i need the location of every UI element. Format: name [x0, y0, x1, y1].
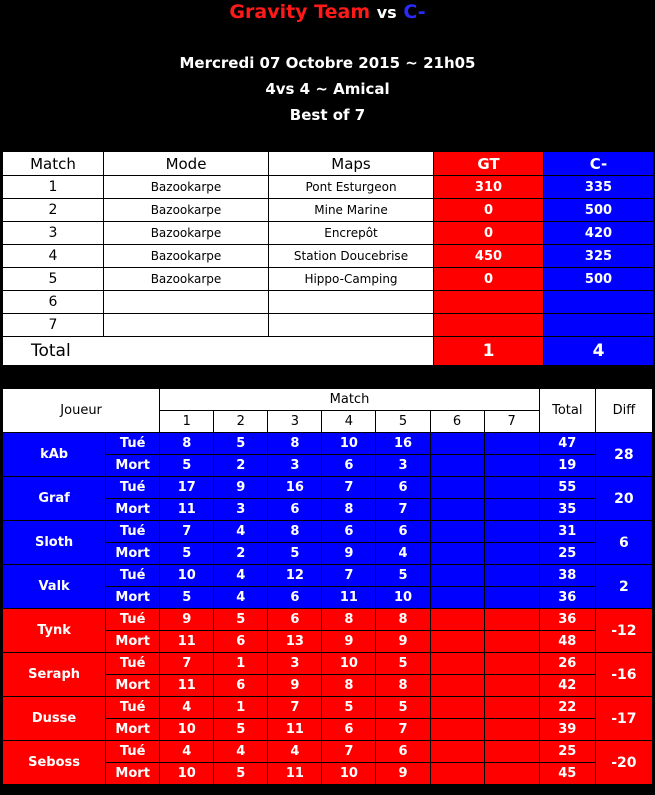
- match-mode: Bazookarpe: [104, 199, 269, 222]
- kill-value: 10: [322, 653, 376, 675]
- death-value: 6: [268, 587, 322, 609]
- death-total: 45: [539, 763, 595, 785]
- death-value: 5: [160, 587, 214, 609]
- kill-value: 9: [160, 609, 214, 631]
- kill-label: Tué: [106, 565, 160, 587]
- death-value: 7: [376, 499, 430, 521]
- match-row: [3, 268, 654, 291]
- kill-value: 4: [214, 565, 268, 587]
- kill-label: Tué: [106, 609, 160, 631]
- kill-label: Tué: [106, 697, 160, 719]
- death-value: [484, 631, 539, 653]
- kill-value: 8: [376, 609, 430, 631]
- match-number: 3: [3, 222, 104, 245]
- death-value: 4: [214, 587, 268, 609]
- match-map: [269, 291, 434, 314]
- c-score: 500: [544, 268, 654, 291]
- kill-value: [484, 653, 539, 675]
- match-map: Encrepôt: [269, 222, 434, 245]
- kill-value: 7: [268, 697, 322, 719]
- kill-label: Tué: [106, 741, 160, 763]
- kill-total: 38: [539, 565, 595, 587]
- kill-label: Tué: [106, 653, 160, 675]
- kill-value: 16: [268, 477, 322, 499]
- death-value: [484, 543, 539, 565]
- death-value: 7: [376, 719, 430, 741]
- death-label: Mort: [106, 675, 160, 697]
- kill-value: [484, 521, 539, 543]
- c-total: 4: [544, 337, 654, 366]
- kill-label: Tué: [106, 433, 160, 455]
- death-value: 3: [214, 499, 268, 521]
- match-mode: Bazookarpe: [104, 245, 269, 268]
- player-diff: -16: [595, 653, 652, 697]
- death-value: 11: [160, 675, 214, 697]
- page-title: [0, 0, 655, 25]
- death-value: 5: [214, 719, 268, 741]
- match-group-header: Match: [160, 389, 540, 411]
- kill-value: 3: [268, 653, 322, 675]
- death-value: [430, 455, 484, 477]
- match-row: [3, 291, 654, 314]
- death-value: 5: [268, 543, 322, 565]
- death-value: [430, 587, 484, 609]
- kill-total: 36: [539, 609, 595, 631]
- kill-value: [484, 741, 539, 763]
- player-diff: -20: [595, 741, 652, 785]
- vs-label: vs: [376, 3, 397, 22]
- kill-value: [484, 697, 539, 719]
- total-header: Total: [539, 389, 595, 433]
- c-header: C-: [544, 152, 654, 176]
- gt-score: 0: [434, 268, 544, 291]
- match-row: [3, 199, 654, 222]
- death-value: 11: [160, 499, 214, 521]
- c-score: [544, 314, 654, 337]
- death-value: 5: [160, 455, 214, 477]
- death-label: Mort: [106, 763, 160, 785]
- game-number-header: 3: [268, 411, 322, 433]
- total-label: Total: [3, 337, 434, 366]
- kill-value: 1: [214, 697, 268, 719]
- match-number: 7: [3, 314, 104, 337]
- player-name: Sloth: [3, 521, 106, 565]
- kill-value: 1: [214, 653, 268, 675]
- match-map: Hippo-Camping: [269, 268, 434, 291]
- kill-value: 8: [268, 433, 322, 455]
- death-value: [430, 719, 484, 741]
- kill-value: 7: [322, 741, 376, 763]
- player-diff: 2: [595, 565, 652, 609]
- kill-total: 25: [539, 741, 595, 763]
- player-kills-row: [3, 565, 653, 587]
- death-label: Mort: [106, 719, 160, 741]
- maps-header: Maps: [269, 152, 434, 176]
- death-value: 11: [268, 763, 322, 785]
- death-value: 11: [268, 719, 322, 741]
- death-value: [430, 499, 484, 521]
- death-value: [484, 455, 539, 477]
- match-number: 2: [3, 199, 104, 222]
- death-value: 6: [214, 675, 268, 697]
- kill-total: 47: [539, 433, 595, 455]
- player-name: Dusse: [3, 697, 106, 741]
- player-name: Seraph: [3, 653, 106, 697]
- death-value: [484, 719, 539, 741]
- death-value: 9: [376, 631, 430, 653]
- match-row: [3, 245, 654, 268]
- death-total: 42: [539, 675, 595, 697]
- player-diff: -12: [595, 609, 652, 653]
- kill-value: [430, 653, 484, 675]
- death-value: 10: [160, 719, 214, 741]
- game-number-header: 1: [160, 411, 214, 433]
- player-kills-row: [3, 521, 653, 543]
- player-name: Seboss: [3, 741, 106, 785]
- match-map: Pont Esturgeon: [269, 176, 434, 199]
- death-value: 3: [268, 455, 322, 477]
- c-score: 335: [544, 176, 654, 199]
- death-value: 6: [322, 719, 376, 741]
- kill-value: [430, 565, 484, 587]
- match-row: [3, 176, 654, 199]
- c-score: 420: [544, 222, 654, 245]
- death-value: [484, 763, 539, 785]
- death-value: 9: [268, 675, 322, 697]
- gt-score: 310: [434, 176, 544, 199]
- kill-value: 8: [160, 433, 214, 455]
- player-diff: 28: [595, 433, 652, 477]
- kill-value: [430, 433, 484, 455]
- kill-label: Tué: [106, 521, 160, 543]
- death-value: [430, 763, 484, 785]
- death-value: 8: [322, 499, 376, 521]
- matches-table: [2, 151, 654, 366]
- death-label: Mort: [106, 631, 160, 653]
- players-table: [2, 388, 653, 785]
- matches-header-row: [3, 152, 654, 176]
- match-mode: [104, 291, 269, 314]
- kill-value: 17: [160, 477, 214, 499]
- death-value: 9: [322, 543, 376, 565]
- gt-score: 0: [434, 199, 544, 222]
- death-label: Mort: [106, 587, 160, 609]
- kill-value: 6: [322, 521, 376, 543]
- match-map: [269, 314, 434, 337]
- best-of: Best of 7: [289, 106, 366, 124]
- game-number-header: 2: [214, 411, 268, 433]
- death-value: 6: [322, 455, 376, 477]
- death-value: [484, 499, 539, 521]
- joueur-header: Joueur: [3, 389, 160, 433]
- kill-value: 5: [376, 697, 430, 719]
- kill-total: 55: [539, 477, 595, 499]
- match-date: Mercredi 07 Octobre 2015 ~ 21h05: [179, 54, 476, 72]
- game-number-header: 6: [430, 411, 484, 433]
- death-value: 3: [376, 455, 430, 477]
- match-number: 4: [3, 245, 104, 268]
- match-row: [3, 222, 654, 245]
- match-number: 5: [3, 268, 104, 291]
- match-mode: [104, 314, 269, 337]
- gt-score: [434, 291, 544, 314]
- c-score: 500: [544, 199, 654, 222]
- death-value: 4: [376, 543, 430, 565]
- death-value: 6: [214, 631, 268, 653]
- death-value: [484, 587, 539, 609]
- kill-value: 12: [268, 565, 322, 587]
- kill-value: 6: [268, 609, 322, 631]
- total-row: [3, 337, 654, 366]
- death-value: 2: [214, 455, 268, 477]
- death-value: [430, 543, 484, 565]
- kill-value: 8: [322, 609, 376, 631]
- death-value: 8: [376, 675, 430, 697]
- kill-total: 22: [539, 697, 595, 719]
- kill-value: 5: [376, 565, 430, 587]
- death-total: 35: [539, 499, 595, 521]
- kill-value: 7: [322, 565, 376, 587]
- kill-total: 26: [539, 653, 595, 675]
- kill-value: 10: [160, 565, 214, 587]
- game-number-header: 5: [376, 411, 430, 433]
- player-kills-row: [3, 741, 653, 763]
- death-value: 5: [214, 763, 268, 785]
- player-name: Tynk: [3, 609, 106, 653]
- gt-score: [434, 314, 544, 337]
- kill-value: 5: [214, 433, 268, 455]
- kill-value: 9: [214, 477, 268, 499]
- c-score: [544, 291, 654, 314]
- player-diff: 20: [595, 477, 652, 521]
- gt-total: 1: [434, 337, 544, 366]
- death-total: 36: [539, 587, 595, 609]
- kill-value: 4: [214, 521, 268, 543]
- death-value: 9: [376, 763, 430, 785]
- kill-value: 6: [376, 521, 430, 543]
- player-kills-row: [3, 433, 653, 455]
- gt-score: 0: [434, 222, 544, 245]
- player-diff: 6: [595, 521, 652, 565]
- match-format: 4vs 4 ~ Amical: [265, 80, 390, 98]
- death-total: 48: [539, 631, 595, 653]
- kill-value: 5: [322, 697, 376, 719]
- kill-value: [430, 741, 484, 763]
- kill-value: 4: [268, 741, 322, 763]
- death-label: Mort: [106, 499, 160, 521]
- kill-value: 16: [376, 433, 430, 455]
- kill-value: 10: [322, 433, 376, 455]
- game-number-header: 4: [322, 411, 376, 433]
- death-total: 39: [539, 719, 595, 741]
- death-value: 13: [268, 631, 322, 653]
- death-value: 2: [214, 543, 268, 565]
- kill-value: 4: [160, 741, 214, 763]
- kill-value: [430, 477, 484, 499]
- match-mode: Bazookarpe: [104, 222, 269, 245]
- player-kills-row: [3, 653, 653, 675]
- kill-value: 6: [376, 477, 430, 499]
- match-header: Match: [3, 152, 104, 176]
- kill-value: 7: [160, 521, 214, 543]
- kill-label: Tué: [106, 477, 160, 499]
- kill-value: [430, 697, 484, 719]
- death-value: 11: [160, 631, 214, 653]
- gt-score: 450: [434, 245, 544, 268]
- players-header-row: [3, 389, 653, 411]
- player-name: Valk: [3, 565, 106, 609]
- death-label: Mort: [106, 543, 160, 565]
- match-map: Station Doucebrise: [269, 245, 434, 268]
- death-value: 10: [160, 763, 214, 785]
- mode-header: Mode: [104, 152, 269, 176]
- player-kills-row: [3, 609, 653, 631]
- kill-value: 5: [376, 653, 430, 675]
- match-number: 1: [3, 176, 104, 199]
- match-number: 6: [3, 291, 104, 314]
- kill-total: 31: [539, 521, 595, 543]
- player-kills-row: [3, 697, 653, 719]
- death-label: Mort: [106, 455, 160, 477]
- death-total: 19: [539, 455, 595, 477]
- player-name: kAb: [3, 433, 106, 477]
- death-value: 6: [268, 499, 322, 521]
- game-number-header: 7: [484, 411, 539, 433]
- kill-value: 4: [160, 697, 214, 719]
- death-value: [484, 675, 539, 697]
- kill-value: [484, 433, 539, 455]
- death-value: 8: [322, 675, 376, 697]
- match-mode: Bazookarpe: [104, 176, 269, 199]
- match-row: [3, 314, 654, 337]
- player-kills-row: [3, 477, 653, 499]
- death-value: 11: [322, 587, 376, 609]
- death-total: 25: [539, 543, 595, 565]
- kill-value: 8: [268, 521, 322, 543]
- death-value: 5: [160, 543, 214, 565]
- match-mode: Bazookarpe: [104, 268, 269, 291]
- player-name: Graf: [3, 477, 106, 521]
- kill-value: [484, 477, 539, 499]
- player-diff: -17: [595, 697, 652, 741]
- death-value: [430, 675, 484, 697]
- diff-header: Diff: [595, 389, 652, 433]
- kill-value: 4: [214, 741, 268, 763]
- kill-value: [484, 565, 539, 587]
- gt-header: GT: [434, 152, 544, 176]
- kill-value: [430, 521, 484, 543]
- kill-value: 7: [160, 653, 214, 675]
- kill-value: 5: [214, 609, 268, 631]
- c-score: 325: [544, 245, 654, 268]
- team1-name: Gravity Team: [229, 1, 371, 23]
- death-value: 10: [376, 587, 430, 609]
- death-value: 9: [322, 631, 376, 653]
- kill-value: [484, 609, 539, 631]
- kill-value: 6: [376, 741, 430, 763]
- team2-name: C-: [403, 1, 426, 23]
- death-value: 10: [322, 763, 376, 785]
- death-value: [430, 631, 484, 653]
- match-map: Mine Marine: [269, 199, 434, 222]
- kill-value: 7: [322, 477, 376, 499]
- kill-value: [430, 609, 484, 631]
